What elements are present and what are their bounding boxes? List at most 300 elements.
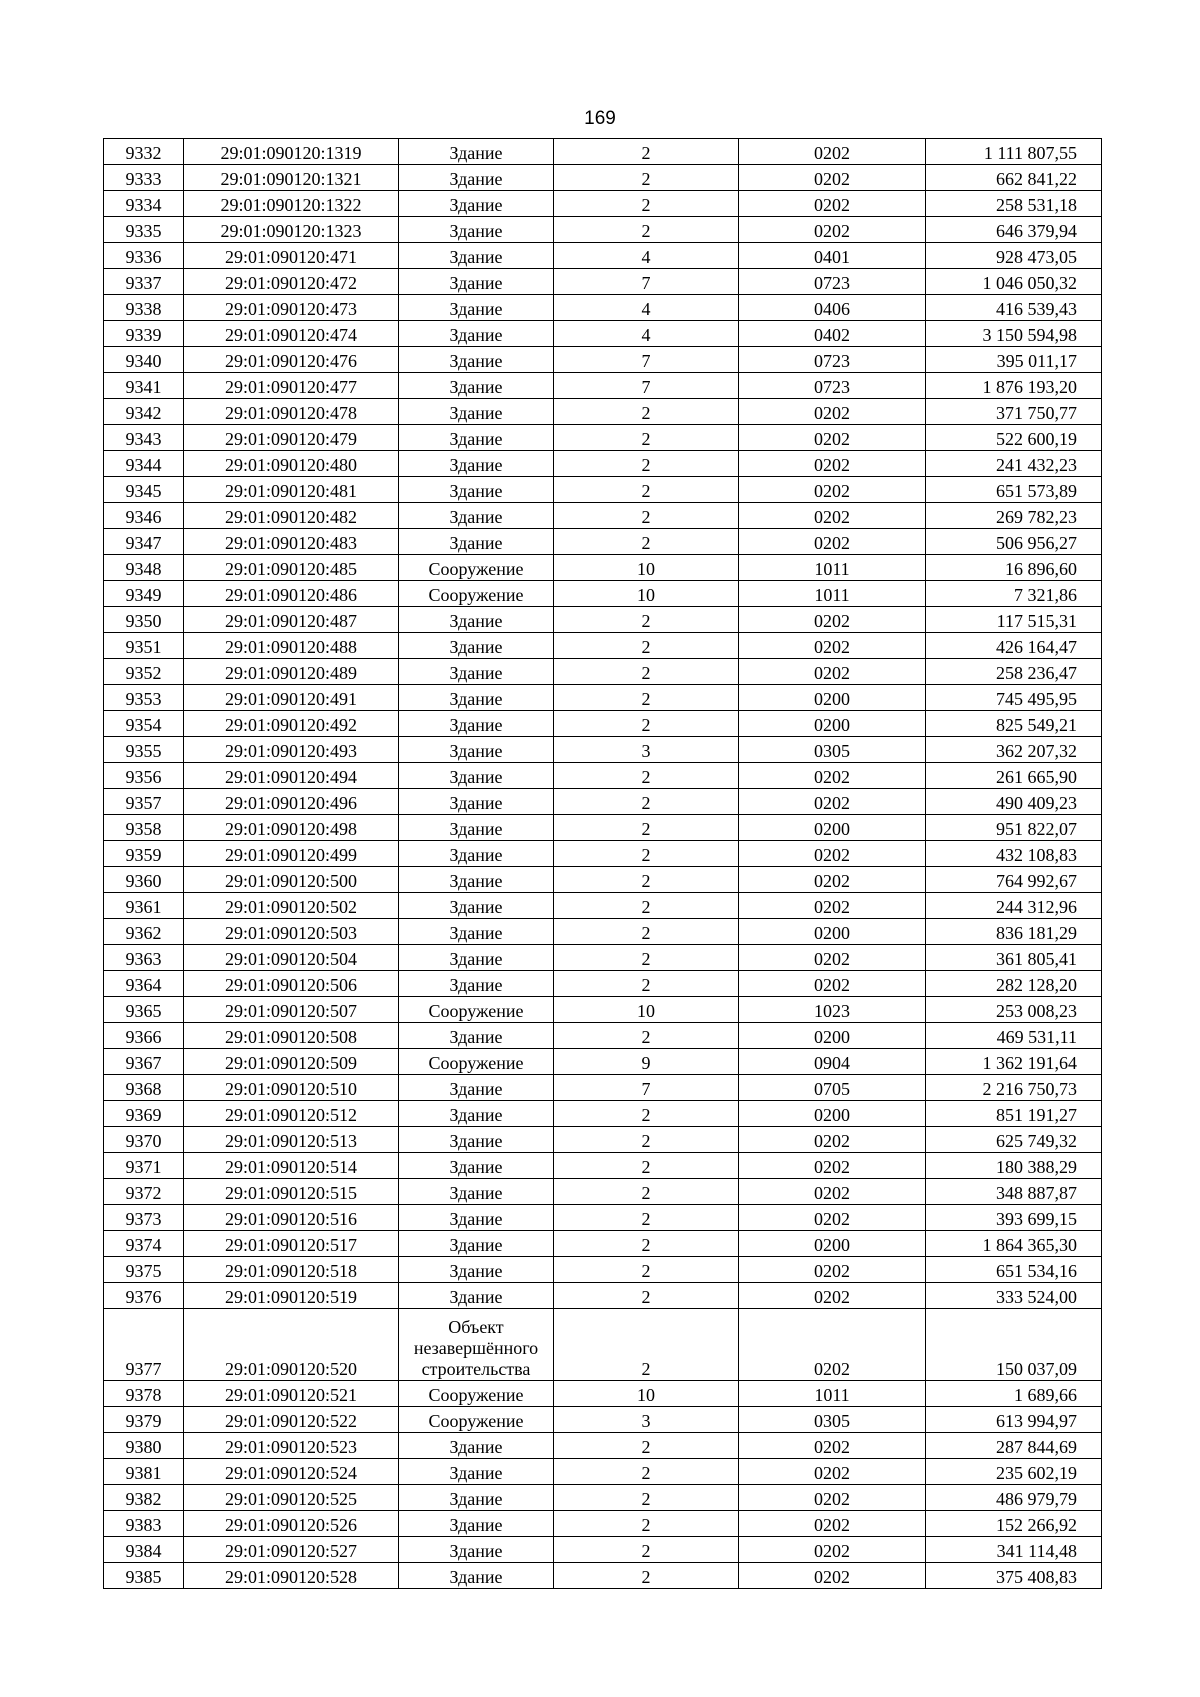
subgroup-code-cell: 1011 [739,581,926,607]
cadastral-number-cell: 29:01:090120:528 [184,1563,399,1589]
table-row [104,1075,1102,1101]
table-row [104,633,1102,659]
table-row [104,347,1102,373]
cadastral-value-cell: 928 473,05 [926,243,1102,269]
table-row [104,997,1102,1023]
table-row [104,269,1102,295]
group-code-cell: 2 [554,1459,739,1485]
subgroup-code-cell: 0202 [739,1537,926,1563]
cadastral-value-cell: 825 549,21 [926,711,1102,737]
object-type-cell: Здание [399,1205,554,1231]
object-type-cell: Здание [399,815,554,841]
cadastral-value-cell: 180 388,29 [926,1153,1102,1179]
object-type-cell: Здание [399,1101,554,1127]
row-number-cell: 9373 [104,1205,184,1231]
cadastral-value-cell: 241 432,23 [926,451,1102,477]
row-number-cell: 9338 [104,295,184,321]
table-row [104,1381,1102,1407]
object-type-cell: Здание [399,1433,554,1459]
cadastral-value-cell: 522 600,19 [926,425,1102,451]
cadastral-value-cell: 371 750,77 [926,399,1102,425]
object-type-cell: Здание [399,1485,554,1511]
row-number-cell: 9359 [104,841,184,867]
subgroup-code-cell: 0202 [739,945,926,971]
subgroup-code-cell: 0202 [739,529,926,555]
table-row [104,815,1102,841]
object-type-cell: Здание [399,191,554,217]
group-code-cell: 2 [554,1023,739,1049]
row-number-cell: 9349 [104,581,184,607]
cadastral-value-cell: 613 994,97 [926,1407,1102,1433]
cadastral-number-cell: 29:01:090120:1319 [184,139,399,165]
cadastral-number-cell: 29:01:090120:487 [184,607,399,633]
group-code-cell: 2 [554,503,739,529]
table-row [104,971,1102,997]
row-number-cell: 9376 [104,1283,184,1309]
subgroup-code-cell: 0202 [739,139,926,165]
cadastral-value-cell: 282 128,20 [926,971,1102,997]
subgroup-code-cell: 0202 [739,191,926,217]
row-number-cell: 9385 [104,1563,184,1589]
group-code-cell: 2 [554,633,739,659]
object-type-cell: Здание [399,867,554,893]
table-row [104,165,1102,191]
row-number-cell: 9355 [104,737,184,763]
subgroup-code-cell: 0202 [739,1485,926,1511]
row-number-cell: 9354 [104,711,184,737]
subgroup-code-cell: 0200 [739,1231,926,1257]
cadastral-value-cell: 1 046 050,32 [926,269,1102,295]
subgroup-code-cell: 0200 [739,919,926,945]
table-row [104,1485,1102,1511]
cadastral-number-cell: 29:01:090120:499 [184,841,399,867]
row-number-cell: 9356 [104,763,184,789]
table-row [104,1049,1102,1075]
object-type-cell: Сооружение [399,1049,554,1075]
group-code-cell: 7 [554,269,739,295]
group-code-cell: 2 [554,763,739,789]
object-type-cell: Здание [399,763,554,789]
subgroup-code-cell: 0202 [739,1459,926,1485]
cadastral-number-cell: 29:01:090120:502 [184,893,399,919]
object-type-cell: Здание [399,1023,554,1049]
cadastral-value-cell: 362 207,32 [926,737,1102,763]
cadastral-number-cell: 29:01:090120:478 [184,399,399,425]
table-row [104,1231,1102,1257]
group-code-cell: 2 [554,1537,739,1563]
cadastral-number-cell: 29:01:090120:517 [184,1231,399,1257]
group-code-cell: 2 [554,815,739,841]
table-row [104,737,1102,763]
group-code-cell: 2 [554,191,739,217]
subgroup-code-cell: 0202 [739,1309,926,1381]
row-number-cell: 9372 [104,1179,184,1205]
table-row [104,425,1102,451]
group-code-cell: 10 [554,997,739,1023]
cadastral-number-cell: 29:01:090120:483 [184,529,399,555]
cadastral-value-cell: 745 495,95 [926,685,1102,711]
subgroup-code-cell: 0202 [739,477,926,503]
cadastral-number-cell: 29:01:090120:509 [184,1049,399,1075]
table-row [104,321,1102,347]
cadastral-number-cell: 29:01:090120:491 [184,685,399,711]
cadastral-value-cell: 235 602,19 [926,1459,1102,1485]
table-row [104,1023,1102,1049]
table-row [104,1563,1102,1589]
cadastral-number-cell: 29:01:090120:500 [184,867,399,893]
subgroup-code-cell: 0200 [739,711,926,737]
object-type-cell: Здание [399,503,554,529]
row-number-cell: 9362 [104,919,184,945]
row-number-cell: 9370 [104,1127,184,1153]
table-row [104,243,1102,269]
group-code-cell: 2 [554,1485,739,1511]
row-number-cell: 9375 [104,1257,184,1283]
cadastral-number-cell: 29:01:090120:476 [184,347,399,373]
subgroup-code-cell: 1011 [739,555,926,581]
group-code-cell: 2 [554,919,739,945]
group-code-cell: 4 [554,295,739,321]
group-code-cell: 2 [554,139,739,165]
object-type-cell: Здание [399,217,554,243]
table-row [104,763,1102,789]
table-row [104,607,1102,633]
object-type-cell: Здание [399,945,554,971]
cadastral-number-cell: 29:01:090120:489 [184,659,399,685]
object-type-cell: Здание [399,295,554,321]
group-code-cell: 2 [554,1563,739,1589]
page-number: 169 [584,108,616,129]
cadastral-value-cell: 486 979,79 [926,1485,1102,1511]
cadastral-value-cell: 395 011,17 [926,347,1102,373]
cadastral-number-cell: 29:01:090120:508 [184,1023,399,1049]
row-number-cell: 9350 [104,607,184,633]
group-code-cell: 2 [554,893,739,919]
cadastral-value-cell: 258 236,47 [926,659,1102,685]
cadastral-number-cell: 29:01:090120:472 [184,269,399,295]
object-type-cell: Здание [399,633,554,659]
subgroup-code-cell: 0202 [739,1563,926,1589]
row-number-cell: 9380 [104,1433,184,1459]
table-row [104,399,1102,425]
row-number-cell: 9357 [104,789,184,815]
cadastral-value-cell: 117 515,31 [926,607,1102,633]
object-type-cell: Здание [399,165,554,191]
cadastral-number-cell: 29:01:090120:1321 [184,165,399,191]
cadastral-value-cell: 651 534,16 [926,1257,1102,1283]
cadastral-value-cell: 836 181,29 [926,919,1102,945]
object-type-cell: Здание [399,399,554,425]
table-row [104,1407,1102,1433]
object-type-cell: Здание [399,685,554,711]
cadastral-value-cell: 3 150 594,98 [926,321,1102,347]
subgroup-code-cell: 0904 [739,1049,926,1075]
table-row [104,1459,1102,1485]
object-type-cell: Здание [399,477,554,503]
subgroup-code-cell: 0202 [739,971,926,997]
table-row [104,1433,1102,1459]
cadastral-value-cell: 426 164,47 [926,633,1102,659]
row-number-cell: 9358 [104,815,184,841]
group-code-cell: 2 [554,165,739,191]
row-number-cell: 9364 [104,971,184,997]
subgroup-code-cell: 0202 [739,633,926,659]
row-number-cell: 9381 [104,1459,184,1485]
cadastral-value-cell: 416 539,43 [926,295,1102,321]
row-number-cell: 9334 [104,191,184,217]
object-type-cell: Здание [399,1511,554,1537]
object-type-cell: Здание [399,893,554,919]
cadastral-number-cell: 29:01:090120:482 [184,503,399,529]
row-number-cell: 9347 [104,529,184,555]
cadastral-number-cell: 29:01:090120:492 [184,711,399,737]
object-type-cell: Сооружение [399,1381,554,1407]
object-type-cell: Сооружение [399,581,554,607]
cadastral-value-cell: 646 379,94 [926,217,1102,243]
row-number-cell: 9339 [104,321,184,347]
row-number-cell: 9384 [104,1537,184,1563]
object-type-cell: Здание [399,919,554,945]
cadastral-value-cell: 764 992,67 [926,867,1102,893]
group-code-cell: 2 [554,867,739,893]
cadastral-value-cell: 375 408,83 [926,1563,1102,1589]
object-type-cell: Здание [399,659,554,685]
group-code-cell: 2 [554,841,739,867]
subgroup-code-cell: 0305 [739,737,926,763]
object-type-cell: Здание [399,529,554,555]
row-number-cell: 9333 [104,165,184,191]
cadastral-value-cell: 469 531,11 [926,1023,1102,1049]
group-code-cell: 2 [554,789,739,815]
cadastral-number-cell: 29:01:090120:515 [184,1179,399,1205]
group-code-cell: 2 [554,1179,739,1205]
table-row [104,1537,1102,1563]
subgroup-code-cell: 0202 [739,1205,926,1231]
group-code-cell: 2 [554,1433,739,1459]
table-row [104,191,1102,217]
group-code-cell: 2 [554,945,739,971]
row-number-cell: 9379 [104,1407,184,1433]
cadastral-number-cell: 29:01:090120:477 [184,373,399,399]
subgroup-code-cell: 0406 [739,295,926,321]
row-number-cell: 9332 [104,139,184,165]
subgroup-code-cell: 0200 [739,685,926,711]
object-type-cell: Сооружение [399,997,554,1023]
row-number-cell: 9377 [104,1309,184,1381]
cadastral-number-cell: 29:01:090120:525 [184,1485,399,1511]
row-number-cell: 9335 [104,217,184,243]
object-type-cell: Здание [399,1459,554,1485]
cadastral-value-cell: 253 008,23 [926,997,1102,1023]
subgroup-code-cell: 0723 [739,373,926,399]
cadastral-number-cell: 29:01:090120:506 [184,971,399,997]
cadastral-value-cell: 506 956,27 [926,529,1102,555]
cadastral-value-cell: 432 108,83 [926,841,1102,867]
subgroup-code-cell: 0202 [739,763,926,789]
subgroup-code-cell: 0705 [739,1075,926,1101]
table-row [104,503,1102,529]
table-row [104,295,1102,321]
cadastral-number-cell: 29:01:090120:507 [184,997,399,1023]
subgroup-code-cell: 0202 [739,1511,926,1537]
table-row [104,451,1102,477]
subgroup-code-cell: 0305 [739,1407,926,1433]
cadastral-value-cell: 662 841,22 [926,165,1102,191]
row-number-cell: 9346 [104,503,184,529]
object-type-cell: Сооружение [399,555,554,581]
row-number-cell: 9343 [104,425,184,451]
table-row [104,919,1102,945]
row-number-cell: 9382 [104,1485,184,1511]
row-number-cell: 9342 [104,399,184,425]
row-number-cell: 9353 [104,685,184,711]
object-type-cell: Здание [399,1179,554,1205]
cadastral-number-cell: 29:01:090120:474 [184,321,399,347]
group-code-cell: 2 [554,451,739,477]
group-code-cell: 2 [554,399,739,425]
cadastral-value-cell: 651 573,89 [926,477,1102,503]
row-number-cell: 9383 [104,1511,184,1537]
group-code-cell: 10 [554,555,739,581]
object-type-cell: Здание [399,425,554,451]
cadastral-number-cell: 29:01:090120:527 [184,1537,399,1563]
table-row [104,867,1102,893]
cadastral-number-cell: 29:01:090120:498 [184,815,399,841]
group-code-cell: 7 [554,373,739,399]
table-row [104,477,1102,503]
cadastral-number-cell: 29:01:090120:522 [184,1407,399,1433]
object-type-cell: Здание [399,1283,554,1309]
group-code-cell: 2 [554,971,739,997]
cadastral-number-cell: 29:01:090120:481 [184,477,399,503]
subgroup-code-cell: 0723 [739,347,926,373]
cadastral-value-cell: 152 266,92 [926,1511,1102,1537]
cadastral-value-cell: 951 822,07 [926,815,1102,841]
object-type-cell: Здание [399,711,554,737]
cadastral-number-cell: 29:01:090120:516 [184,1205,399,1231]
cadastral-number-cell: 29:01:090120:471 [184,243,399,269]
table-row [104,1179,1102,1205]
cadastral-number-cell: 29:01:090120:523 [184,1433,399,1459]
group-code-cell: 7 [554,1075,739,1101]
cadastral-value-cell: 2 216 750,73 [926,1075,1102,1101]
table-row [104,1101,1102,1127]
group-code-cell: 2 [554,1101,739,1127]
table-row [104,789,1102,815]
table-row [104,1127,1102,1153]
subgroup-code-cell: 0202 [739,1153,926,1179]
cadastral-value-cell: 1 111 807,55 [926,139,1102,165]
cadastral-number-cell: 29:01:090120:494 [184,763,399,789]
subgroup-code-cell: 0202 [739,867,926,893]
cadastral-number-cell: 29:01:090120:513 [184,1127,399,1153]
row-number-cell: 9336 [104,243,184,269]
object-type-cell: Здание [399,321,554,347]
subgroup-code-cell: 0202 [739,659,926,685]
cadastral-value-cell: 269 782,23 [926,503,1102,529]
object-type-cell: Здание [399,737,554,763]
cadastral-value-cell: 244 312,96 [926,893,1102,919]
group-code-cell: 2 [554,217,739,243]
group-code-cell: 2 [554,607,739,633]
subgroup-code-cell: 0200 [739,1023,926,1049]
subgroup-code-cell: 0202 [739,789,926,815]
subgroup-code-cell: 0202 [739,893,926,919]
row-number-cell: 9345 [104,477,184,503]
object-type-cell: Здание [399,451,554,477]
table-row [104,139,1102,165]
cadastral-value-cell: 851 191,27 [926,1101,1102,1127]
group-code-cell: 9 [554,1049,739,1075]
object-type-cell: Здание [399,841,554,867]
group-code-cell: 4 [554,243,739,269]
cadastral-value-cell: 287 844,69 [926,1433,1102,1459]
row-number-cell: 9340 [104,347,184,373]
table-row [104,1283,1102,1309]
row-number-cell: 9366 [104,1023,184,1049]
object-type-cell: Здание [399,243,554,269]
object-type-cell: Здание [399,1075,554,1101]
cadastral-number-cell: 29:01:090120:524 [184,1459,399,1485]
table-row [104,685,1102,711]
cadastral-number-cell: 29:01:090120:1323 [184,217,399,243]
object-type-cell: Здание [399,269,554,295]
object-type-cell: Здание [399,139,554,165]
object-type-cell: Здание [399,971,554,997]
row-number-cell: 9344 [104,451,184,477]
object-type-cell: Здание [399,1257,554,1283]
object-type-cell: Здание [399,347,554,373]
cadastral-value-cell: 361 805,41 [926,945,1102,971]
group-code-cell: 3 [554,737,739,763]
cadastral-value-cell: 16 896,60 [926,555,1102,581]
cadastral-value-cell: 490 409,23 [926,789,1102,815]
cadastral-value-cell: 333 524,00 [926,1283,1102,1309]
cadastral-number-cell: 29:01:090120:519 [184,1283,399,1309]
row-number-cell: 9337 [104,269,184,295]
table-row [104,373,1102,399]
cadastral-value-cell: 1 362 191,64 [926,1049,1102,1075]
cadastral-number-cell: 29:01:090120:518 [184,1257,399,1283]
group-code-cell: 4 [554,321,739,347]
subgroup-code-cell: 0202 [739,1127,926,1153]
object-type-cell: Здание [399,1153,554,1179]
cadastral-value-cell: 1 689,66 [926,1381,1102,1407]
row-number-cell: 9351 [104,633,184,659]
group-code-cell: 10 [554,1381,739,1407]
table-row [104,1309,1102,1381]
cadastral-value-cell: 348 887,87 [926,1179,1102,1205]
cadastral-number-cell: 29:01:090120:520 [184,1309,399,1381]
cadastral-number-cell: 29:01:090120:488 [184,633,399,659]
cadastral-value-table [103,138,1102,1589]
cadastral-number-cell: 29:01:090120:503 [184,919,399,945]
table-row [104,1257,1102,1283]
subgroup-code-cell: 0200 [739,1101,926,1127]
subgroup-code-cell: 0202 [739,399,926,425]
cadastral-number-cell: 29:01:090120:521 [184,1381,399,1407]
group-code-cell: 2 [554,1511,739,1537]
cadastral-number-cell: 29:01:090120:1322 [184,191,399,217]
subgroup-code-cell: 0200 [739,815,926,841]
table-row [104,1153,1102,1179]
object-type-cell: Здание [399,1127,554,1153]
row-number-cell: 9371 [104,1153,184,1179]
subgroup-code-cell: 0202 [739,607,926,633]
group-code-cell: 2 [554,1127,739,1153]
subgroup-code-cell: 0202 [739,451,926,477]
subgroup-code-cell: 0202 [739,1433,926,1459]
